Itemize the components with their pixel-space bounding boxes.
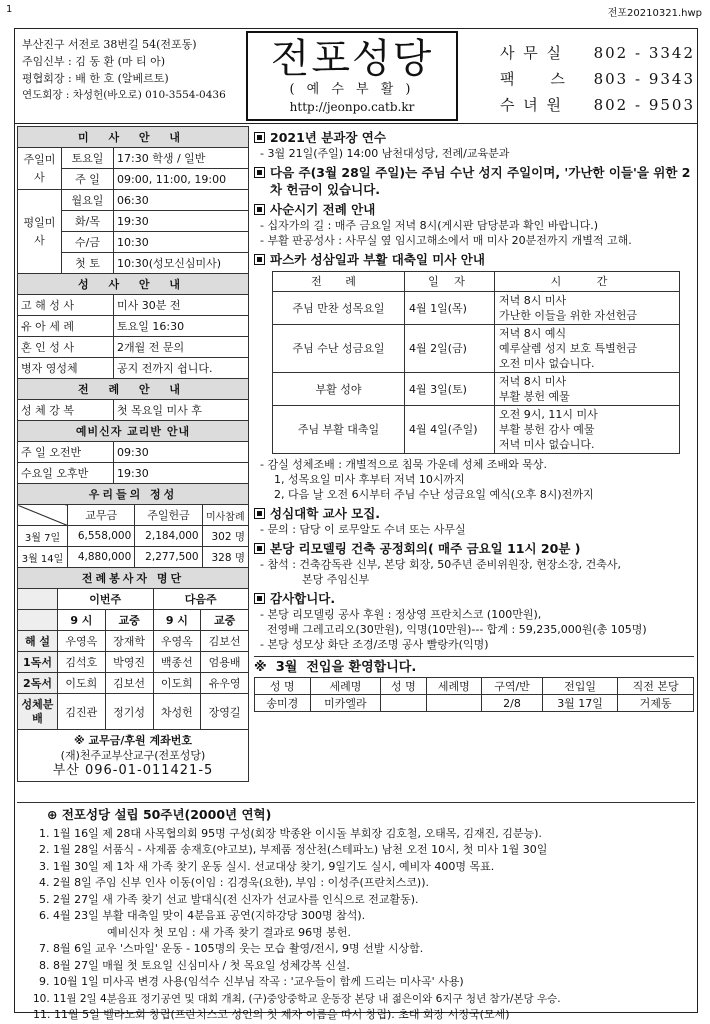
- welcome-header: 구역/반: [482, 678, 543, 695]
- history-item: 6. 4월 23일 부활 대축일 맞이 4분음표 공연(지하강당 300명 참석).: [39, 909, 366, 922]
- history-item: 7. 8월 6일 교우 '스마일' 운동 - 105명의 웃는 모습 촬영/전시, 9명 선발 시상함.: [39, 942, 424, 955]
- easter-rite: 주님 수난 성금요일: [273, 325, 405, 373]
- catechumen-title: 예비신자 교리반 안내: [18, 421, 249, 442]
- file-name: 전포20210321.hwp: [607, 8, 702, 19]
- history-item: 4. 2월 8일 주임 신부 인사 이동(이임 : 김경욱(요한), 부임 : 이성주(프란치스코)).: [39, 876, 430, 889]
- welcome-cell: 3월 17일: [542, 695, 617, 712]
- welcome-table: [254, 677, 694, 712]
- square-bullet-icon: [254, 132, 265, 143]
- schedule-time: 09:00, 11:00, 19:00: [114, 169, 249, 190]
- easter-date: 4월 2일(금): [405, 325, 495, 373]
- easter-times: 오전 9시, 11시 미사 부활 봉헌 감사 예물 저녁 미사 없습니다.: [495, 406, 680, 454]
- server-role: 해 설: [18, 631, 58, 652]
- welcome-cell: 송미경: [255, 695, 311, 712]
- news-item: [254, 164, 694, 198]
- donation-org: (재)천주교부산교구(전포성당): [60, 749, 206, 762]
- council-president: 평협회장 : 배 한 호 (알베르토): [22, 72, 169, 85]
- sacrament-name: 고 해 성 사: [18, 295, 114, 316]
- square-bullet-icon: [254, 254, 265, 265]
- schedule-time: 17:30 학생 / 일반: [114, 148, 249, 169]
- catechumen-class: 수요일 오후반: [18, 463, 114, 484]
- regional-president: 연도회장 : 차성헌(바오로) 010-3554-0436: [22, 89, 226, 101]
- server-role: 1독서: [18, 652, 58, 673]
- worship-name: 성 체 강 복: [18, 400, 114, 421]
- welcome-title: ※ 3월 전입을 환영합니다.: [254, 656, 694, 675]
- news-item: [254, 457, 694, 502]
- server-name: 우영옥: [153, 631, 201, 652]
- news-line: - 감실 성체조배 : 개별적으로 침묵 가운데 성체 조배와 묵상.: [260, 458, 548, 471]
- schedule-time: 06:30: [114, 190, 249, 211]
- news-title: 다음 주(3월 28일 주일)는 주님 수난 성지 주일이며, '가난한 이들'을 위한 2차 헌금이 있습니다.: [254, 164, 694, 198]
- news-item: [254, 129, 694, 161]
- welcome-header: 전입일: [542, 678, 617, 695]
- welcome-cell: 거제동: [618, 695, 694, 712]
- servers-table: [17, 567, 249, 730]
- diagonal-cell: [18, 505, 68, 526]
- server-name: 우영옥: [58, 631, 106, 652]
- easter-header: 전 례: [273, 272, 405, 292]
- easter-header: 일 자: [405, 272, 495, 292]
- sacraments-title: 성 사 안 내: [18, 274, 249, 295]
- easter-header: 시 간: [495, 272, 680, 292]
- offering-header: 미사참례: [202, 505, 248, 526]
- mass-header: 9 시: [58, 610, 106, 631]
- schedule-time: 10:30: [114, 232, 249, 253]
- easter-mass-table: [272, 271, 680, 454]
- sacrament-value: 2개월 전 문의: [114, 337, 249, 358]
- contact-office: 사 무 실 802 - 3342: [500, 44, 695, 62]
- news-line: - 참석 : 건축감독관 신부, 본당 회장, 50주년 준비위원장, 현장소장, 건축사,: [260, 558, 622, 571]
- welcome-header: 세례명: [310, 678, 381, 695]
- left-column: [17, 126, 249, 782]
- header-divider: [14, 123, 698, 124]
- sacraments-table: [17, 273, 249, 484]
- weekday-mass-label: 평일미사: [18, 190, 62, 274]
- mass-header: 9 시: [153, 610, 201, 631]
- offering-sunday: 2,277,500: [135, 547, 202, 568]
- server-name: 백종선: [153, 652, 201, 673]
- schedule-day: 주 일: [62, 169, 114, 190]
- history-item: 8. 8월 27일 매월 첫 토요일 신심미사 / 첫 목요일 성체강복 신설.: [39, 958, 350, 972]
- square-bullet-icon: [254, 543, 265, 554]
- schedule-day: 수/금: [62, 232, 114, 253]
- server-name: 김보선: [105, 673, 153, 694]
- pastor: 주임신부 : 김 동 환 (마 티 아): [22, 55, 166, 68]
- history-item: 1. 1월 16일 제 28대 사목협의회 95명 구성(회장 박종완 이시돌 부회장 김호철, 오태목, 김재진, 김분능).: [39, 826, 542, 840]
- server-name: 박영진: [105, 652, 153, 673]
- news-line: - 3월 21일(주일) 14:00 남천대성당, 전례/교육분과: [260, 147, 510, 160]
- catechumen-class: 주 일 오전반: [18, 442, 114, 463]
- sunday-mass-label: 주일미사: [18, 148, 62, 190]
- server-name: 김진관: [58, 694, 106, 730]
- offering-tithe: 4,880,000: [68, 547, 135, 568]
- schedule-day: 화/목: [62, 211, 114, 232]
- easter-times: 저녁 8시 미사 가난한 이들을 위한 자선헌금: [495, 292, 680, 325]
- sacrament-name: 유 아 세 례: [18, 316, 114, 337]
- welcome-cell: [381, 695, 426, 712]
- worship-title: 전 례 안 내: [18, 379, 249, 400]
- history-item: 2. 1월 28일 서품식 - 사제품 송재호(야고보), 부제품 정산천(스테파노) 남천 오전 10시, 첫 미사 1월 30일: [39, 843, 548, 856]
- contact-convent: 수 녀 원 802 - 9503: [500, 96, 695, 114]
- news-title: 감사합니다.: [254, 590, 694, 607]
- easter-rite: 부활 성야: [273, 373, 405, 406]
- server-name: 장재학: [105, 631, 153, 652]
- title-box: [246, 31, 458, 121]
- welcome-header: 직전 본당: [618, 678, 694, 695]
- news-item: [254, 201, 694, 248]
- history-item: 9. 10월 1일 미사곡 변경 사용(임석수 신부님 작곡 : '교우들이 함께 드리는 미사곡' 사용): [39, 975, 464, 988]
- server-name: 엄용배: [201, 652, 249, 673]
- news-line: 전영배 그레고리오(30만원), 익명(10만원)--- 합계 : 59,235,000원(총 105명): [260, 623, 647, 636]
- offering-tithe: 6,558,000: [68, 526, 135, 547]
- page-subtitle: ( 예 수 부 활 ): [289, 82, 415, 97]
- news-line: - 부활 판공성사 : 사무실 옆 임시고해소에서 매 미사 20분전까지 개별적 고해.: [260, 234, 632, 247]
- easter-times: 저녁 8시 예식 예루살렘 성지 보호 특별헌금 오전 미사 없습니다.: [495, 325, 680, 373]
- offering-header: 주일헌금: [135, 505, 202, 526]
- schedule-day: 첫 토: [62, 253, 114, 274]
- welcome-header: 성 명: [255, 678, 311, 695]
- server-name: 정기성: [105, 694, 153, 730]
- easter-rite: 주님 만찬 성목요일: [273, 292, 405, 325]
- server-role: 2독서: [18, 673, 58, 694]
- news-item: [254, 590, 694, 652]
- sacrament-name: 혼 인 성 사: [18, 337, 114, 358]
- news-line: - 본당 성모상 화단 조경/조명 공사 빨랑카(익명): [260, 638, 489, 651]
- mass-schedule-table: [17, 126, 249, 274]
- offering-sunday: 2,184,000: [135, 526, 202, 547]
- news-line: - 문의 : 담당 이 로무알도 수녀 또는 사무실: [260, 523, 466, 536]
- square-bullet-icon: [254, 204, 265, 215]
- news-title: 2021년 분과장 연수: [254, 129, 694, 146]
- offering-attendance: 302 명: [202, 526, 248, 547]
- donation-account-number: 부산 096-01-011421-5: [52, 763, 214, 778]
- address: 부산진구 서전로 38번길 54(전포동): [22, 38, 197, 51]
- offerings-table: [17, 483, 249, 568]
- contact-fax: 팩 스 803 - 9343: [500, 70, 695, 88]
- mass-header: 교중: [105, 610, 153, 631]
- welcome-header: 성 명: [381, 678, 426, 695]
- welcome-cell: 2/8: [482, 695, 543, 712]
- history-item: 예비신자 첫 모임 : 새 가족 찾기 결과로 96명 봉헌.: [107, 925, 351, 939]
- offering-header: 교무금: [68, 505, 135, 526]
- server-name: 김보선: [201, 631, 249, 652]
- history-section: [17, 802, 695, 1024]
- mass-header: 교중: [201, 610, 249, 631]
- square-bullet-icon: [254, 508, 265, 519]
- news-item: [254, 540, 694, 587]
- servers-title: 전례봉사자 명단: [18, 568, 249, 589]
- next-week-header: 다음주: [153, 589, 249, 610]
- welcome-header: 세례명: [426, 678, 482, 695]
- easter-rite: 주님 부활 대축일: [273, 406, 405, 454]
- news-line: 2, 다음 날 오전 6시부터 주님 수난 성금요일 예식(오후 8시)전까지: [274, 488, 594, 501]
- parish-url[interactable]: http://jeonpo.catb.kr: [289, 100, 415, 114]
- sacrament-value: 공지 전까지 쉽니다.: [114, 358, 249, 379]
- news-line: - 본당 리모델링 공사 후원 : 정상영 프란치스코 (100만원),: [260, 608, 542, 621]
- offering-date: 3월 14일: [18, 547, 68, 568]
- square-bullet-icon: [254, 167, 265, 178]
- catechumen-time: 19:30: [114, 463, 249, 484]
- parish-info: [22, 36, 247, 104]
- sacrament-name: 병자 영성체: [18, 358, 114, 379]
- offering-date: 3월 7일: [18, 526, 68, 547]
- easter-date: 4월 1일(목): [405, 292, 495, 325]
- news-item: [254, 505, 694, 537]
- history-title: ⊕ 전포성당 설립 50주년(2000년 연혁): [47, 807, 272, 822]
- right-column: [254, 126, 694, 712]
- sacrament-value: 미사 30분 전: [114, 295, 249, 316]
- schedule-day: 월요일: [62, 190, 114, 211]
- server-name: 유우영: [201, 673, 249, 694]
- news-title: 본당 리모델링 건축 공정회의( 매주 금요일 11시 20분 ): [254, 540, 694, 557]
- news-title: 성심대학 교사 모집.: [254, 505, 694, 522]
- donation-account: [17, 730, 249, 782]
- offering-attendance: 328 명: [202, 547, 248, 568]
- server-name: 이도희: [153, 673, 201, 694]
- server-name: 이도희: [58, 673, 106, 694]
- sacrament-value: 토요일 16:30: [114, 316, 249, 337]
- schedule-day: 토요일: [62, 148, 114, 169]
- news-line: 본당 주임신부: [302, 573, 370, 586]
- empty-cell: [18, 610, 58, 631]
- worship-value: 첫 목요일 미사 후: [114, 400, 249, 421]
- page-number: 1: [6, 4, 13, 15]
- mass-schedule-title: 미 사 안 내: [18, 127, 249, 148]
- server-name: 김석호: [58, 652, 106, 673]
- history-item: 5. 2월 27일 새 가족 찾기 선교 발대식(전 신자가 선교사를 인식으로 전교활동).: [39, 892, 419, 906]
- history-item: 10. 11월 2일 4분음표 정기공연 및 대회 개최, (구)중앙중학교 운동장 본당 내 젊은이와 6지구 청년 참가/본당 우승.: [33, 992, 561, 1005]
- welcome-cell: [426, 695, 482, 712]
- server-name: 차성헌: [153, 694, 201, 730]
- this-week-header: 이번주: [58, 589, 154, 610]
- history-item: 3. 1월 30일 제 1차 새 가족 찾기 운동 실시. 선교대상 찾기, 9일기도 실시, 예비자 400명 목표.: [39, 859, 495, 873]
- news-title: 파스카 성삼일과 부활 대축일 미사 안내: [254, 251, 694, 268]
- server-name: 장영길: [201, 694, 249, 730]
- schedule-time: 19:30: [114, 211, 249, 232]
- empty-cell: [18, 589, 58, 610]
- page-title: 전포성당: [270, 36, 434, 82]
- catechumen-time: 09:30: [114, 442, 249, 463]
- easter-date: 4월 3일(토): [405, 373, 495, 406]
- news-line: 1, 성목요일 미사 후부터 저녁 10시까지: [274, 473, 465, 486]
- news-title: 사순시기 전례 안내: [254, 201, 694, 218]
- square-bullet-icon: [254, 593, 265, 604]
- easter-date: 4월 4일(주일): [405, 406, 495, 454]
- donation-title: ※ 교무금/후원 계좌번호: [73, 734, 192, 747]
- offerings-title: 우리들의 정성: [18, 484, 249, 505]
- server-role: 성체분배: [18, 694, 58, 730]
- easter-times: 저녁 8시 미사 부활 봉헌 예물: [495, 373, 680, 406]
- welcome-cell: 미카엘라: [310, 695, 381, 712]
- news-item: [254, 251, 694, 268]
- news-line: - 십자가의 길 : 매주 금요일 저녁 8시(게시판 담당분과 확인 바랍니다.): [260, 219, 598, 232]
- history-item: 11. 11월 5일 벨라노회 창립(프란치스코 성인의 첫 제자 이름을 따서 창립). 초대 회장 서정국(모세): [33, 1008, 510, 1021]
- contacts: [500, 40, 695, 118]
- schedule-time: 10:30(성모신심미사): [114, 253, 249, 274]
